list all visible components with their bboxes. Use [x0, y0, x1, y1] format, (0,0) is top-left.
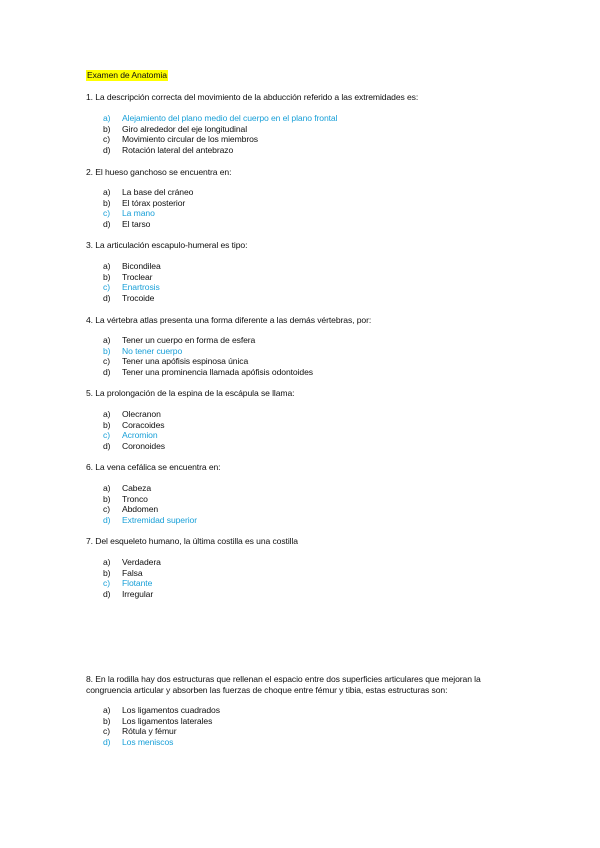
- question-5: 5. La prolongación de la espina de la escápula se llama:: [86, 388, 295, 398]
- question-7: 7. Del esqueleto humano, la última costilla es una costilla: [86, 536, 298, 546]
- option-1b: b) Giro alrededor del eje longitudinal: [103, 123, 248, 134]
- option-8b: b) Los ligamentos laterales: [103, 715, 213, 726]
- option-7c: c) Flotante: [103, 578, 153, 588]
- options-1: [103, 113, 337, 155]
- options-2: [103, 187, 193, 229]
- exam-title: Examen de Anatomia: [87, 70, 167, 80]
- option-7b: b) Falsa: [103, 567, 143, 578]
- option-5d: d) Coronoides: [103, 440, 165, 451]
- option-7a: a) Verdadera: [103, 557, 161, 567]
- option-3c: c) Enartrosis: [103, 282, 160, 292]
- option-2a: a) La base del cráneo: [103, 187, 194, 197]
- option-7d: d) Irregular: [103, 588, 154, 599]
- options-6: [103, 483, 197, 525]
- option-8c: c) Rótula y fémur: [103, 726, 177, 736]
- question-2: 2. El hueso ganchoso se encuentra en:: [86, 167, 232, 177]
- question-3: 3. La articulación escapulo-humeral es tipo:: [86, 240, 248, 250]
- option-1c: c) Movimiento circular de los miembros: [103, 134, 258, 144]
- options-7: [103, 557, 161, 599]
- option-8d: d) Los meniscos: [103, 736, 174, 747]
- option-3d: d) Trocoide: [103, 292, 155, 303]
- question-4: 4. La vértebra atlas presenta una forma diferente a las demás vértebras, por:: [86, 315, 372, 325]
- options-8: [103, 705, 220, 747]
- option-3a: a) Bicondilea: [103, 261, 161, 271]
- option-4b: b) No tener cuerpo: [103, 345, 183, 356]
- question-1: 1. La descripción correcta del movimiento de la abducción referido a las extremidades es:: [86, 92, 419, 102]
- option-6c: c) Abdomen: [103, 504, 159, 514]
- option-6a: a) Cabeza: [103, 483, 152, 493]
- option-1d: d) Rotación lateral del antebrazo: [103, 144, 234, 155]
- option-1a: a) Alejamiento del plano medio del cuerpo en el plano frontal: [103, 113, 338, 123]
- option-3b: b) Troclear: [103, 271, 153, 282]
- options-3: [103, 261, 161, 303]
- option-6b: b) Tronco: [103, 493, 148, 504]
- option-4d: d) Tener una prominencia llamada apófisis odontoides: [103, 366, 313, 377]
- option-2b: b) El tórax posterior: [103, 197, 186, 208]
- option-8a: a) Los ligamentos cuadrados: [103, 705, 220, 715]
- option-4c: c) Tener una apófisis espinosa única: [103, 356, 249, 366]
- question-8: 8. En la rodilla hay dos estructuras que rellenan el espacio entre dos superficies articulares que mejoran la congruencia articular y absorben las fuerzas de choque entre fémur y tibia, estas estructuras son:: [86, 674, 481, 695]
- option-2d: d) El tarso: [103, 218, 151, 229]
- question-6: 6. La vena cefálica se encuentra en:: [86, 462, 221, 472]
- option-5b: b) Coracoides: [103, 419, 165, 430]
- option-5c: c) Acromion: [103, 430, 158, 440]
- options-4: [103, 335, 313, 377]
- option-4a: a) Tener un cuerpo en forma de esfera: [103, 335, 256, 345]
- options-5: [103, 409, 165, 451]
- option-5a: a) Olecranon: [103, 409, 161, 419]
- option-6d: d) Extremidad superior: [103, 514, 197, 525]
- option-2c: c) La mano: [103, 208, 155, 218]
